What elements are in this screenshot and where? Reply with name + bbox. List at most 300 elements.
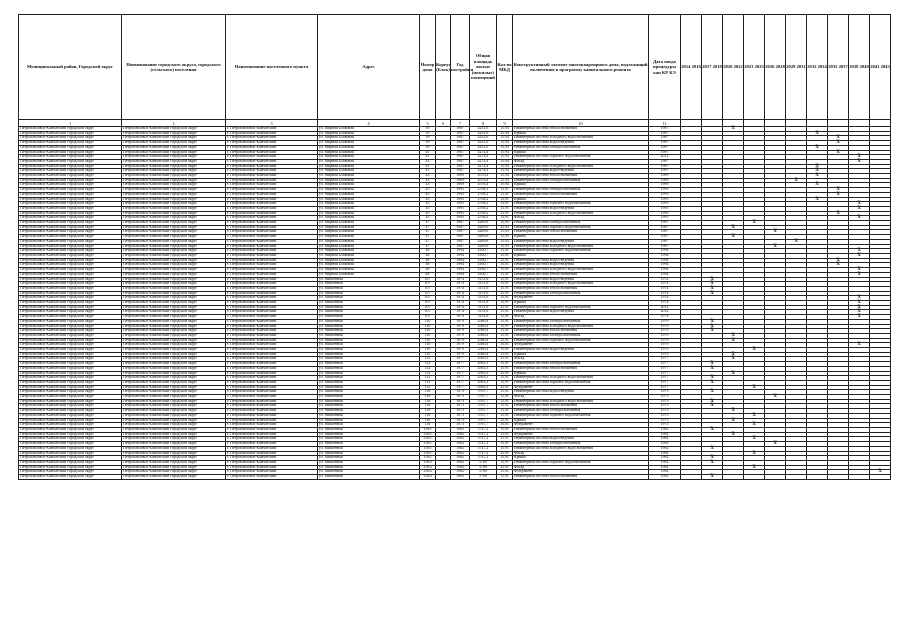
year-cell: 1987 [451,127,470,132]
period-cell: X [828,136,849,141]
element-cell: Инженерная система электроснабжения [513,333,649,338]
year-cell: 1973 [451,395,470,400]
settlement-cell: Петропавловск-Камчатский городской округ [122,376,226,381]
district-cell: Петропавловск-Камчатский городской округ [19,343,122,348]
date-cell: 1994 [649,263,681,268]
locality-cell: г. Петропавловск-Камчатский [226,442,318,447]
element-cell: Инженерная система теплоснабжения [513,127,649,132]
house-cell: 48 [420,268,436,273]
locality-cell: г. Петропавловск-Камчатский [226,437,318,442]
period-cell: X [849,305,870,310]
settlement-cell: Петропавловск-Камчатский городской округ [122,352,226,357]
settlement-cell: Петропавловск-Камчатский городской округ [122,268,226,273]
area-cell: 4269,6 [470,230,497,235]
element-cell: Инженерная система водоотведения [513,437,649,442]
period-cell: X [744,423,765,428]
address-cell: ул. Мирная Блоковая [318,211,420,216]
year-cell: 1977 [451,385,470,390]
period-cell: X [849,159,870,164]
settlement-cell: Петропавловск-Камчатский городской округ [122,385,226,390]
mkd-cell: 15,91 [497,428,513,433]
mkd-cell: 13,91 [497,216,513,221]
locality-cell: г. Петропавловск-Камчатский [226,390,318,395]
element-cell: Инженерная система холодного водоснабжения [513,324,649,329]
address-cell: ул. Мишенная [318,296,420,301]
mkd-cell: 15,91 [497,272,513,277]
area-cell: 5769 [470,470,497,475]
period-cell: X [744,348,765,353]
settlement-cell: Петропавловск-Камчатский городской округ [122,348,226,353]
mkd-cell: 15,91 [497,371,513,376]
area-cell: 2768,2 [470,206,497,211]
house-cell: 110 [420,324,436,329]
year-cell: 1973 [451,404,470,409]
house-cell: 116 [420,413,436,418]
area-cell: 2768,2 [470,211,497,216]
date-cell: 1973 [649,409,681,414]
settlement-cell: Петропавловск-Камчатский городской округ [122,249,226,254]
house-cell: 39 [420,131,436,136]
date-cell: 1987 [649,221,681,226]
district-cell: Петропавловск-Камчатский городской округ [19,409,122,414]
address-cell: ул. Мирная Блоковая [318,164,420,169]
area-cell: 5767,7 [470,390,497,395]
address-cell: ул. Мирная Блоковая [318,258,420,263]
period-cell [849,475,870,480]
district-cell: Петропавловск-Камчатский городской округ [19,385,122,390]
house-cell: 110 [420,348,436,353]
address-cell: ул. Мишенная [318,423,420,428]
year-cell: 1995 [451,211,470,216]
mkd-cell: 15,91 [497,409,513,414]
element-cell: Фундамент [513,385,649,390]
column-header-corpus: Корпус (Блок) [436,15,451,120]
element-cell: Инженерная система теплоснабжения [513,428,649,433]
element-cell: Инженерная система водоотведения [513,239,649,244]
district-cell: Петропавловск-Камчатский городской округ [19,164,122,169]
period-cell: X [702,282,723,287]
period-cell: X [807,145,828,150]
locality-cell: г. Петропавловск-Камчатский [226,319,318,324]
date-cell: 1982 [649,432,681,437]
mkd-cell: 15,91 [497,465,513,470]
area-cell: 4231,6 [470,136,497,141]
element-cell: Инженерная система горячего водоснабжения [513,413,649,418]
house-cell: 107 [420,296,436,301]
settlement-cell: Петропавловск-Камчатский городской округ [122,221,226,226]
mkd-cell: 13,91 [497,192,513,197]
district-cell: Петропавловск-Камчатский городской округ [19,127,122,132]
date-cell: 1995 [649,197,681,202]
date-cell: 1987 [649,225,681,230]
element-cell: Фундамент [513,423,649,428]
house-cell: 116 [420,404,436,409]
area-cell: 4380,4 [470,343,497,348]
period-cell: X [849,296,870,301]
district-cell: Петропавловск-Камчатский городской округ [19,197,122,202]
area-cell: 4269,6 [470,244,497,249]
mkd-cell: 15,91 [497,343,513,348]
period-cell: X [765,230,786,235]
column-header-year: Год постройки [451,15,470,120]
area-cell: 2768,2 [470,197,497,202]
district-cell: Петропавловск-Камчатский городской округ [19,428,122,433]
house-cell: 116 [420,395,436,400]
period-cell: X [807,197,828,202]
mkd-cell: 15,94 [497,183,513,188]
settlement-cell: Петропавловск-Камчатский городской округ [122,362,226,367]
district-cell: Петропавловск-Камчатский городской округ [19,475,122,480]
year-cell: 1979 [451,338,470,343]
locality-cell: г. Петропавловск-Камчатский [226,197,318,202]
period-cell [786,475,807,480]
area-cell: 5767,7 [470,418,497,423]
district-cell: Петропавловск-Камчатский городской округ [19,216,122,221]
mkd-cell: 15,94 [497,159,513,164]
mkd-cell: 13,91 [497,188,513,193]
settlement-cell: Петропавловск-Камчатский городской округ [122,418,226,423]
address-cell: ул. Мишенная [318,319,420,324]
date-cell: 1982 [649,446,681,451]
address-cell: ул. Мирная Блоковая [318,272,420,277]
year-cell: 1974 [451,305,470,310]
period-header: 2026 2028 [765,15,786,120]
house-cell: 116/1 [420,437,436,442]
address-cell: ул. Мишенная [318,357,420,362]
date-cell: 1977 [649,366,681,371]
district-cell: Петропавловск-Камчатский городской округ [19,418,122,423]
area-cell: 4563,3 [470,380,497,385]
house-cell: 116 [420,423,436,428]
district-cell: Петропавловск-Камчатский городской округ [19,159,122,164]
settlement-cell: Петропавловск-Камчатский городской округ [122,432,226,437]
address-cell: ул. Мирная Блоковая [318,169,420,174]
locality-cell: г. Петропавловск-Камчатский [226,141,318,146]
date-cell: 1973 [649,399,681,404]
address-cell: ул. Мирная Блоковая [318,263,420,268]
period-cell: X [702,291,723,296]
address-cell: ул. Мишенная [318,428,420,433]
column-number [681,120,702,127]
house-cell: 110 [420,329,436,334]
mkd-cell: 15,94 [497,174,513,179]
column-header-house: Номер дома [420,15,436,120]
house-cell: 45 [420,216,436,221]
house-cell: 107 [420,277,436,282]
period-cell: X [702,428,723,433]
settlement-cell: Петропавловск-Камчатский городской округ [122,206,226,211]
house-cell: 39 [420,136,436,141]
date-cell: 1995 [649,192,681,197]
mkd-cell: 15,91 [497,348,513,353]
house-cell: 41 [420,159,436,164]
year-cell: 1979 [451,319,470,324]
period-cell: X [702,319,723,324]
address-cell: ул. Мишенная [318,399,420,404]
settlement-cell: Петропавловск-Камчатский городской округ [122,390,226,395]
address-cell: ул. Мирная Блоковая [318,150,420,155]
locality-cell: г. Петропавловск-Камчатский [226,244,318,249]
column-number [870,120,891,127]
address-cell: ул. Мишенная [318,371,420,376]
column-number [744,120,765,127]
settlement-cell: Петропавловск-Камчатский городской округ [122,456,226,461]
locality-cell: г. Петропавловск-Камчатский [226,385,318,390]
settlement-cell: Петропавловск-Камчатский городской округ [122,131,226,136]
date-cell: 1977 [649,376,681,381]
district-cell: Петропавловск-Камчатский городской округ [19,390,122,395]
area-cell: 5747,2 [470,432,497,437]
period-cell: X [723,418,744,423]
settlement-cell: Петропавловск-Камчатский городской округ [122,301,226,306]
area-cell: 4160,7 [470,263,497,268]
mkd-cell: 15,93 [497,244,513,249]
locality-cell: г. Петропавловск-Камчатский [226,376,318,381]
locality-cell: г. Петропавловск-Камчатский [226,221,318,226]
district-cell: Петропавловск-Камчатский городской округ [19,272,122,277]
settlement-cell: Петропавловск-Камчатский городской округ [122,235,226,240]
area-cell: 4380,4 [470,319,497,324]
mkd-cell: 15,91 [497,432,513,437]
address-cell: ул. Мишенная [318,286,420,291]
area-cell: 2768,2 [470,202,497,207]
mkd-cell: 15,91 [497,263,513,268]
year-cell: 1995 [451,202,470,207]
address-cell: ул. Мишенная [318,305,420,310]
district-cell: Петропавловск-Камчатский городской округ [19,380,122,385]
address-cell: ул. Мирная Блоковая [318,216,420,221]
column-number: 5 [420,120,436,127]
locality-cell: г. Петропавловск-Камчатский [226,329,318,334]
date-cell: 1989 [649,183,681,188]
address-cell: ул. Мишенная [318,376,420,381]
settlement-cell: Петропавловск-Камчатский городской округ [122,277,226,282]
area-cell: 4269,6 [470,225,497,230]
address-cell: ул. Мишенная [318,366,420,371]
district-cell: Петропавловск-Камчатский городской округ [19,230,122,235]
date-cell: 1994 [649,268,681,273]
district-cell: Петропавловск-Камчатский городской округ [19,178,122,183]
period-cell: X [828,192,849,197]
area-cell: 5767,7 [470,404,497,409]
date-cell: 1987 [649,150,681,155]
address-cell: ул. Мирная Блоковая [318,145,420,150]
address-cell: ул. Мирная Блоковая [318,239,420,244]
settlement-cell: Петропавловск-Камчатский городской округ [122,202,226,207]
period-cell [765,475,786,480]
element-cell: Инженерная система холодного водоснабжения [513,282,649,287]
period-cell: X [723,338,744,343]
area-cell: 4380,4 [470,348,497,353]
column-header-date: Дата ввода процедуры кап КР КЭ [649,15,681,120]
year-cell: 1995 [451,188,470,193]
year-cell: 1973 [451,390,470,395]
mkd-cell: 15,91 [497,423,513,428]
date-cell: 1995 [649,202,681,207]
locality-cell: г. Петропавловск-Камчатский [226,211,318,216]
mkd-cell: 15,91 [497,296,513,301]
register-sheet [18,14,890,480]
house-cell: 45 [420,202,436,207]
date-cell: 1995 [649,206,681,211]
house-cell: 107 [420,282,436,287]
year-cell: 1987 [451,131,470,136]
period-cell: X [828,258,849,263]
header-row [19,15,891,120]
period-cell: X [786,239,807,244]
house-cell: 116 [420,399,436,404]
house-cell: 48 [420,253,436,258]
column-header-element: Конструктивный элемент многоквартирного дома, подлежащий включению в программу капитального ремонта [513,15,649,120]
period-cell: X [723,357,744,362]
mkd-cell: 15,91 [497,366,513,371]
address-cell: ул. Мишенная [318,343,420,348]
address-cell: ул. Мишенная [318,395,420,400]
element-cell: Инженерная система электроснабжения [513,188,649,193]
year-cell: 1974 [451,310,470,315]
locality-cell: г. Петропавловск-Камчатский [226,230,318,235]
period-cell: X [828,211,849,216]
area-cell: 4269,6 [470,221,497,226]
year-cell: 1973 [451,409,470,414]
locality-cell: г. Петропавловск-Камчатский [226,475,318,480]
locality-cell: г. Петропавловск-Камчатский [226,423,318,428]
district-cell: Петропавловск-Камчатский городской округ [19,282,122,287]
address-cell: ул. Мирная Блоковая [318,249,420,254]
date-cell: 1982 [649,451,681,456]
column-header-mkd: Кол-во МКД [497,15,513,120]
house-cell: 116 [420,409,436,414]
settlement-cell: Петропавловск-Камчатский городской округ [122,333,226,338]
locality-cell: г. Петропавловск-Камчатский [226,333,318,338]
year-cell: 1994 [451,258,470,263]
element-cell: Крыша [513,352,649,357]
element-cell: Инженерная система водоотведения [513,169,649,174]
date-cell: 1977 [649,357,681,362]
area-cell: 3131,6 [470,305,497,310]
address-cell: ул. Мирная Блоковая [318,155,420,160]
district-cell: Петропавловск-Камчатский городской округ [19,277,122,282]
mkd-cell: 15,91 [497,376,513,381]
settlement-cell: Петропавловск-Камчатский городской округ [122,423,226,428]
house-cell: 45 [420,192,436,197]
period-cell: X [702,366,723,371]
settlement-cell: Петропавловск-Камчатский городской округ [122,291,226,296]
element-cell: Фасад [513,159,649,164]
area-cell: 3131,6 [470,296,497,301]
district-cell: Петропавловск-Камчатский городской округ [19,301,122,306]
mkd-cell: 15,91 [497,338,513,343]
district-cell: Петропавловск-Камчатский городской округ [19,362,122,367]
area-cell: 4563,3 [470,385,497,390]
locality-cell: г. Петропавловск-Камчатский [226,428,318,433]
address-cell: ул. Мишенная [318,456,420,461]
year-cell: 1989 [451,183,470,188]
district-cell: Петропавловск-Камчатский городской округ [19,333,122,338]
column-number: 2 [122,120,226,127]
date-cell: 1977 [649,362,681,367]
mkd-cell: 15,91 [497,319,513,324]
element-cell: Инженерная система электроснабжения [513,178,649,183]
settlement-cell: Петропавловск-Камчатский городской округ [122,211,226,216]
period-cell: X [849,206,870,211]
year-cell: 1974 [451,291,470,296]
address-cell: ул. Мирная Блоковая [318,230,420,235]
date-cell: 1974 [649,296,681,301]
mkd-cell: 15,91 [497,277,513,282]
mkd-cell: 15,94 [497,145,513,150]
element-cell: Крыша [513,150,649,155]
year-cell: 1987 [451,225,470,230]
mkd-cell: 15,91 [497,399,513,404]
element-cell: Крыша [513,197,649,202]
date-cell: 1974 [649,291,681,296]
area-cell: 3131,6 [470,291,497,296]
settlement-cell: Петропавловск-Камчатский городской округ [122,136,226,141]
district-cell: Петропавловск-Камчатский городской округ [19,352,122,357]
element-cell: Инженерная система горячего водоснабжения [513,380,649,385]
settlement-cell: Петропавловск-Камчатский городской округ [122,188,226,193]
column-header-area: Общая площадь жилых (нежилых) помещений [470,15,497,120]
district-cell: Петропавловск-Камчатский городской округ [19,188,122,193]
year-cell: 1979 [451,329,470,334]
period-cell: X [828,188,849,193]
locality-cell: г. Петропавловск-Камчатский [226,282,318,287]
date-cell: 2012 [649,310,681,315]
element-cell: Инженерная система горячего водоснабжения [513,155,649,160]
element-cell: Инженерная система холодного водоснабжения [513,211,649,216]
mkd-cell: 15,91 [497,357,513,362]
year-cell: 1977 [451,380,470,385]
year-cell: 1982 [451,451,470,456]
locality-cell: г. Петропавловск-Камчатский [226,268,318,273]
district-cell: Петропавловск-Камчатский городской округ [19,206,122,211]
settlement-cell: Петропавловск-Камчатский городской округ [122,310,226,315]
column-number: 3 [226,120,318,127]
date-cell: 1989 [649,178,681,183]
date-cell: 1974 [649,282,681,287]
locality-cell: г. Петропавловск-Камчатский [226,277,318,282]
date-cell: 1979 [649,319,681,324]
year-cell: 1989 [451,178,470,183]
house-cell: 48 [420,258,436,263]
area-cell: 4160,7 [470,249,497,254]
year-cell: 1979 [451,352,470,357]
date-cell: 1977 [649,380,681,385]
mkd-cell: 15,91 [497,460,513,465]
locality-cell: г. Петропавловск-Камчатский [226,371,318,376]
period-header: 2041 2043 [870,15,891,120]
element-cell: Крыша [513,235,649,240]
date-cell: 1979 [649,324,681,329]
mkd-cell: 15,91 [497,385,513,390]
year-cell: 1974 [451,277,470,282]
address-cell: ул. Мишенная [318,437,420,442]
house-cell: 47 [420,225,436,230]
house-cell: 48 [420,263,436,268]
area-cell: 4231,6 [470,131,497,136]
settlement-cell: Петропавловск-Камчатский городской округ [122,216,226,221]
locality-cell: г. Петропавловск-Камчатский [226,150,318,155]
mkd-cell: 15,91 [497,413,513,418]
address-cell: ул. Мирная Блоковая [318,206,420,211]
mkd-cell: 15,91 [497,395,513,400]
year-cell: 1977 [451,371,470,376]
locality-cell: г. Петропавловск-Камчатский [226,136,318,141]
date-cell: 1982 [649,460,681,465]
area-cell: 5747,2 [470,451,497,456]
mkd-cell: 15,91 [497,380,513,385]
